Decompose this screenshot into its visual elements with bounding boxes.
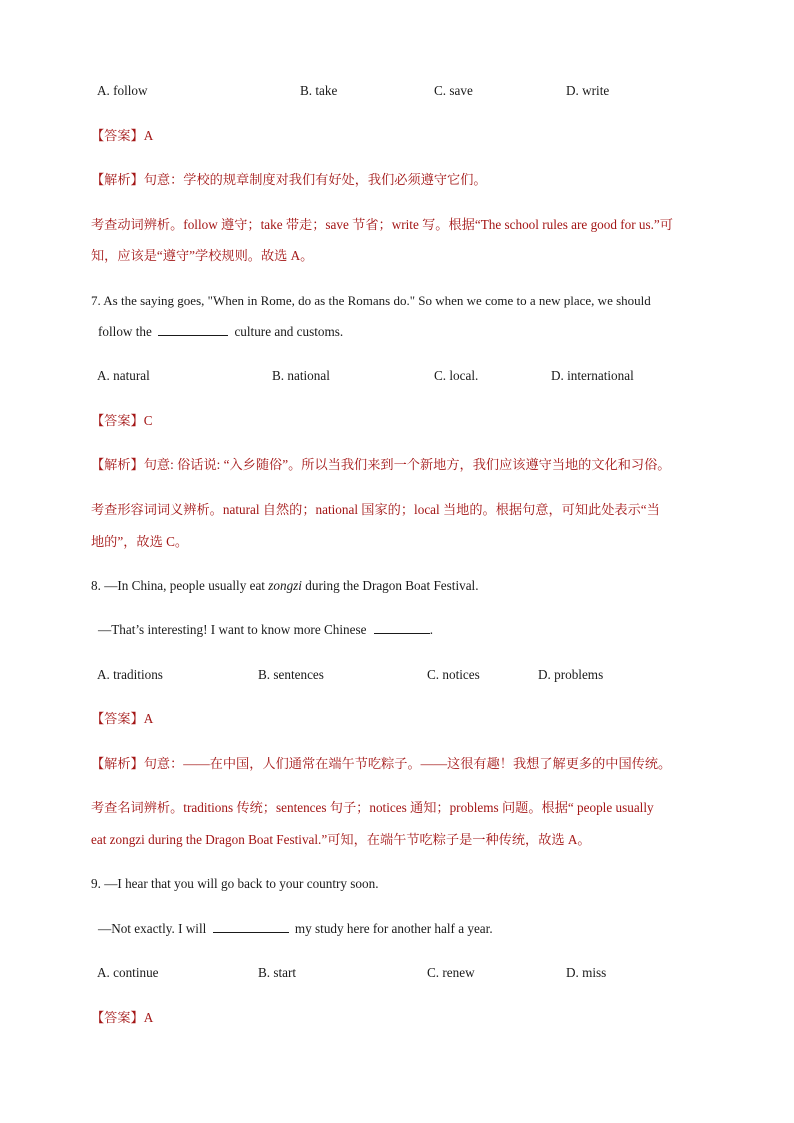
q6-option-a: A. follow [97,83,148,98]
q7-option-b: B. national [272,368,330,383]
q6-explain-line1: 考查动词辨析。follow 遵守；take 带走；save 节省；write 写。根据“The school rules are good for us.”可 [91,217,673,232]
q8-stem-italic: zongzi [268,578,302,593]
q8-analysis: 【解析】句意：——在中国，人们通常在端午节吃粽子。——这很有趣！我想了解更多的中国传统。 [91,756,672,771]
q7-stem-line1: 7. As the saying goes, "When in Rome, do as the Romans do." So when we come to a new place, we should [91,293,651,308]
q9-stem-part1: —Not exactly. I will [98,921,207,936]
q8-option-d: D. problems [538,667,604,682]
q8-stem-line1 [91,577,479,595]
q7-stem-line2 [98,323,343,341]
q6-option-c: C. save [434,83,473,98]
q9-option-a: A. continue [97,965,159,980]
q8-explain-line2: eat zongzi during the Dragon Boat Festival.”可知，在端午节吃粽子是一种传统，故选 A。 [91,832,591,847]
q7-option-c: C. local. [434,368,479,383]
q8-blank [374,621,430,634]
q6-explain-line2: 知，应该是“遵守”学校规则。故选 A。 [91,248,314,263]
q8-stem-line2 [98,621,433,639]
q8-stem-part3: —That’s interesting! I want to know more Chinese [98,622,367,637]
q7-stem-part1: follow the [98,324,152,339]
q6-option-b: B. take [300,83,338,98]
q9-option-c: C. renew [427,965,475,980]
q6-analysis: 【解析】句意：学校的规章制度对我们有好处，我们必须遵守它们。 [91,172,487,187]
q9-option-d: D. miss [566,965,607,980]
q7-option-a: A. natural [97,368,150,383]
q8-stem-period: . [429,622,434,637]
q9-blank [213,920,289,933]
q6-answer: 【答案】A [91,128,154,143]
q7-stem-part2: culture and customs. [234,324,344,339]
q8-explain-line1: 考查名词辨析。traditions 传统；sentences 句子；notices 通知；problems 问题。根据“ people usually [91,800,654,815]
q9-stem-line2 [98,920,493,938]
q6-option-d: D. write [566,83,610,98]
q8-answer: 【答案】A [91,711,154,726]
q7-explain-line1: 考查形容词词义辨析。natural 自然的；national 国家的；local 当地的。根据句意，可知此处表示“当 [91,502,660,517]
q8-option-a: A. traditions [97,667,163,682]
q7-explain-line2: 地的”，故选 C。 [91,534,189,549]
q7-analysis: 【解析】句意: 俗话说: “入乡随俗”。所以当我们来到一个新地方，我们应该遵守当地的文化和习俗。 [91,457,671,472]
q8-option-b: B. sentences [258,667,324,682]
q9-stem-line1: 9. —I hear that you will go back to your country soon. [91,876,379,891]
q7-blank [158,323,228,336]
q7-answer: 【答案】C [91,413,153,428]
q9-answer: 【答案】A [91,1010,154,1025]
q8-option-c: C. notices [427,667,480,682]
q8-stem-part1: 8. —In China, people usually eat [91,578,265,593]
q7-option-d: D. international [551,368,634,383]
q8-stem-part2: during the Dragon Boat Festival. [305,578,479,593]
q9-option-b: B. start [258,965,297,980]
q9-stem-part2: my study here for another half a year. [294,921,493,936]
